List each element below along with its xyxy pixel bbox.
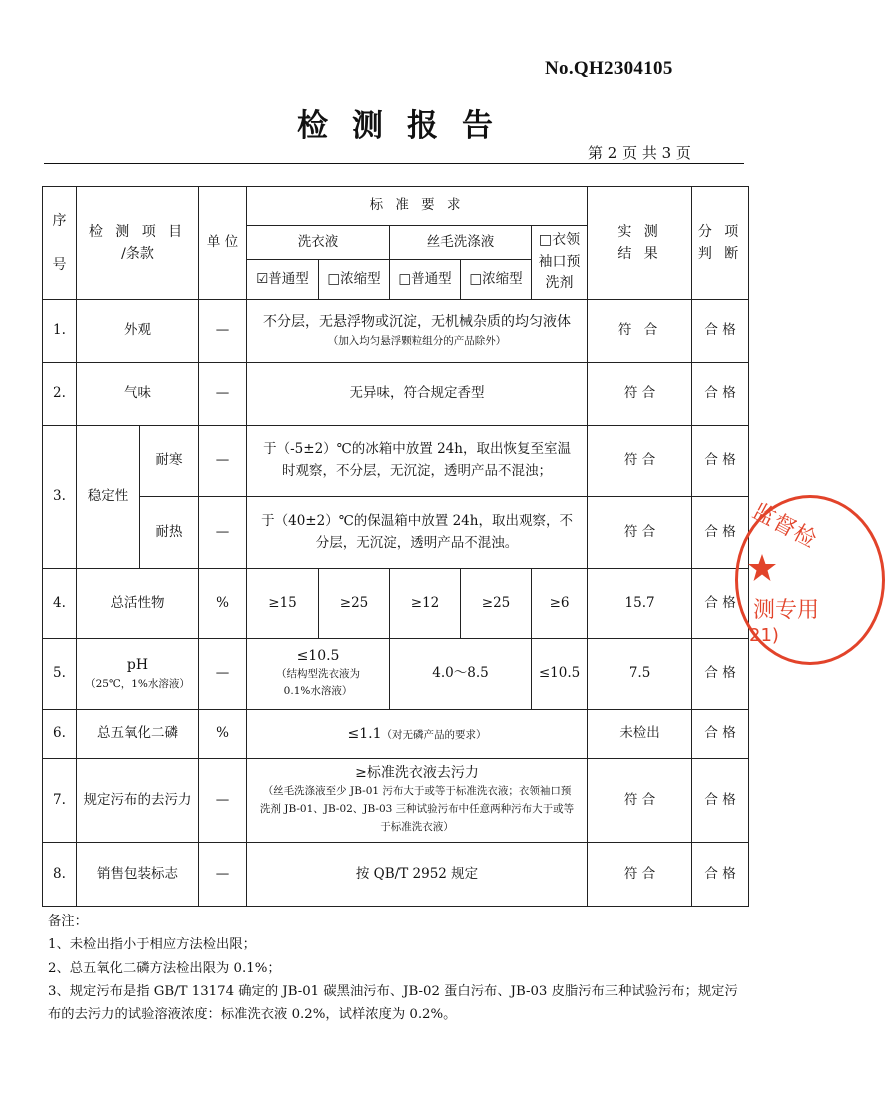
row-unit: % — [199, 710, 247, 759]
row-no: 6. — [43, 710, 77, 759]
row-requirement-heat: 于（40±2）℃的保温箱中放置 24h，取出观察，不分层，无沉淀，透明产品不混浊。 — [247, 497, 588, 569]
row-judge: 合 格 — [692, 639, 749, 710]
table-row — [43, 363, 749, 426]
row-judge: 合 格 — [692, 843, 749, 907]
row-judge: 合 格 — [692, 759, 749, 843]
checkbox-laundry-normal: ☑普通型 — [247, 260, 319, 300]
row-unit: — — [199, 426, 247, 497]
row-no: 5. — [43, 639, 77, 710]
row-judge: 合 格 — [692, 497, 749, 569]
seal-ring — [735, 495, 885, 665]
row-subitem-cold: 耐寒 — [140, 426, 199, 497]
row-no: 4. — [43, 569, 77, 639]
table-row — [43, 569, 749, 639]
row-value-wool-normal: ≥12 — [390, 569, 461, 639]
table-row — [43, 300, 749, 363]
header-divider — [44, 163, 744, 164]
checkbox-wool-concentrated: □浓缩型 — [461, 260, 532, 300]
row-unit: — — [199, 843, 247, 907]
row-requirement: 不分层，无悬浮物或沉淀，无机械杂质的均匀液体 （加入均匀悬浮颗粒组分的产品除外） — [247, 300, 588, 363]
checkbox-wool-normal: □普通型 — [390, 260, 461, 300]
row-result: 未检出 — [588, 710, 692, 759]
report-number: No.QH2304105 — [545, 58, 673, 79]
row-item: 总五氧化二磷 — [77, 710, 199, 759]
note-3: 3、规定污布是指 GB/T 13174 确定的 JB-01 碳黑油污布、JB-02 蛋白污布、JB-03 皮脂污布三种试验污布；规定污布的去污力的试验溶液浓度：标准洗衣液 0.2%，试样浓度为 0.2%。 — [48, 983, 738, 1023]
page-indicator: 第 2 页 共 3 页 — [588, 144, 691, 162]
row-result: 符 合 — [588, 426, 692, 497]
note-2: 2、总五氧化二磷方法检出限为 0.1%； — [48, 960, 281, 976]
row-unit: — — [199, 759, 247, 843]
row-value-laundry: ≤10.5 （结构型洗衣液为 0.1%水溶液） — [247, 639, 390, 710]
row-result: 符 合 — [588, 300, 692, 363]
row-unit: — — [199, 497, 247, 569]
row-value-laundry-conc: ≥25 — [319, 569, 390, 639]
row-subitem-heat: 耐热 — [140, 497, 199, 569]
row-result: 15.7 — [588, 569, 692, 639]
row-no: 2. — [43, 363, 77, 426]
header-judge: 分 项 判 断 — [692, 187, 749, 300]
seal-star-icon — [747, 553, 777, 583]
table-row — [43, 710, 749, 759]
row-result: 符 合 — [588, 497, 692, 569]
row-unit: — — [199, 363, 247, 426]
row-item: 气味 — [77, 363, 199, 426]
row-no: 7. — [43, 759, 77, 843]
table-row — [43, 759, 749, 843]
row-item: 总活性物 — [77, 569, 199, 639]
table-row — [43, 497, 749, 569]
report-title: 检测报告 — [297, 108, 517, 144]
seal-text-top: 监督检 — [748, 499, 821, 554]
row-unit: % — [199, 569, 247, 639]
table-row — [43, 843, 749, 907]
row-item: 外观 — [77, 300, 199, 363]
row-result: 符 合 — [588, 363, 692, 426]
table-row — [43, 426, 749, 497]
header-wool: 丝毛洗涤液 — [390, 226, 532, 260]
row-requirement-cold: 于（-5±2）℃的冰箱中放置 24h，取出恢复至室温时观察，不分层，无沉淀，透明产品不混浊； — [247, 426, 588, 497]
row-requirement: ≤1.1（对无磷产品的要求） — [247, 710, 588, 759]
row-requirement: 按 QB/T 2952 规定 — [247, 843, 588, 907]
row-no: 3. — [43, 426, 77, 569]
header-standard: 标 准 要 求 — [247, 187, 588, 226]
seal-text-bottom: 21) — [749, 625, 779, 646]
header-unit: 单 位 — [199, 187, 247, 300]
notes-section — [48, 910, 748, 1026]
row-judge: 合 格 — [692, 710, 749, 759]
row-unit: — — [199, 300, 247, 363]
table-row — [43, 639, 749, 710]
row-judge: 合 格 — [692, 300, 749, 363]
row-item: 稳定性 — [77, 426, 140, 569]
notes-heading: 备注： — [48, 914, 88, 929]
row-result: 7.5 — [588, 639, 692, 710]
note-1: 1、未检出指小于相应方法检出限； — [48, 937, 256, 953]
row-no: 1. — [43, 300, 77, 363]
row-no: 8. — [43, 843, 77, 907]
table-header-row — [43, 187, 749, 226]
row-judge: 合 格 — [692, 426, 749, 497]
row-item: 规定污布的去污力 — [77, 759, 199, 843]
header-laundry: 洗衣液 — [247, 226, 390, 260]
header-result: 实 测 结 果 — [588, 187, 692, 300]
row-item: pH （25℃，1%水溶液） — [77, 639, 199, 710]
row-requirement: 无异味，符合规定香型 — [247, 363, 588, 426]
row-result: 符 合 — [588, 843, 692, 907]
header-seq: 序 号 — [43, 187, 77, 300]
row-unit: — — [199, 639, 247, 710]
checkbox-laundry-concentrated: □浓缩型 — [319, 260, 390, 300]
row-value-wool: 4.0～8.5 — [390, 639, 532, 710]
row-item: 销售包装标志 — [77, 843, 199, 907]
header-collar: □衣领 袖口预 洗剂 — [532, 226, 588, 300]
row-judge: 合 格 — [692, 363, 749, 426]
row-value-wool-conc: ≥25 — [461, 569, 532, 639]
row-requirement: ≥标准洗衣液去污力 （丝毛洗涤液至少 JB-01 污布大于或等于标准洗衣液；衣领袖口预洗剂 JB-01、JB-02、JB-03 三种试验污布中任意两种污布大于或等于标准洗衣液） — [247, 759, 588, 843]
inspection-table — [42, 186, 749, 907]
row-judge: 合 格 — [692, 569, 749, 639]
row-result: 符 合 — [588, 759, 692, 843]
row-value-collar: ≤10.5 — [532, 639, 588, 710]
header-item: 检 测 项 目 /条款 — [77, 187, 199, 300]
row-value-collar: ≥6 — [532, 569, 588, 639]
seal-text-middle: 测专用 — [753, 598, 820, 623]
inspection-seal — [735, 495, 885, 665]
row-value-laundry-normal: ≥15 — [247, 569, 319, 639]
